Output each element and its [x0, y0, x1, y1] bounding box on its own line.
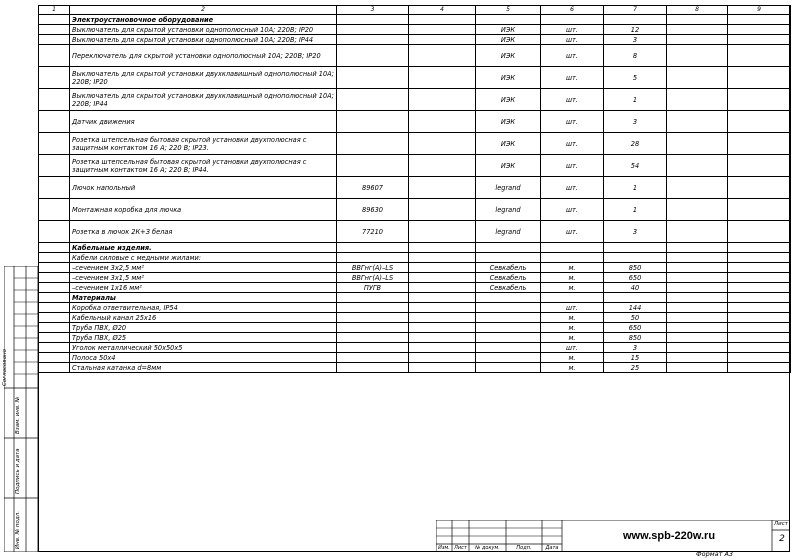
cell-supplier: ИЭК: [476, 45, 541, 67]
cell-empty: [667, 353, 728, 363]
title-block-labels: [436, 545, 562, 551]
cell-unit: м.: [541, 283, 604, 293]
side-label-agreed: Согласовано: [2, 349, 8, 386]
cell-name: Кабельный канал 25х16: [70, 313, 337, 323]
cell-unit: шт.: [541, 303, 604, 313]
table-row: [39, 313, 791, 323]
cell-empty: [39, 263, 70, 273]
cell-empty: [667, 25, 728, 35]
cell-empty: [667, 323, 728, 333]
cell-code: [337, 133, 409, 155]
cell-supplier: ИЭК: [476, 155, 541, 177]
cell-empty: [409, 353, 476, 363]
cell-code: [337, 313, 409, 323]
cell-empty: [409, 243, 476, 253]
cell-empty: [667, 67, 728, 89]
cell-empty: [409, 15, 476, 25]
cell-code: [337, 243, 409, 253]
cell-unit: м.: [541, 273, 604, 283]
cell-qty: 15: [604, 353, 667, 363]
cell-unit: [541, 293, 604, 303]
cell-supplier: Севкабель: [476, 273, 541, 283]
cell-empty: [39, 323, 70, 333]
table-row: [39, 45, 791, 67]
cell-name: Розетка штепсельная бытовая скрытой установки двухполюсная с защитным контактом 16 А; 220 В; IP44.: [70, 155, 337, 177]
cell-empty: [409, 45, 476, 67]
cell-unit: [541, 15, 604, 25]
table-row: [39, 177, 791, 199]
cell-empty: [409, 293, 476, 303]
cell-empty: [39, 221, 70, 243]
table-row: [39, 25, 791, 35]
cell-empty: [409, 89, 476, 111]
cell-empty: [409, 343, 476, 353]
cell-empty: [667, 155, 728, 177]
cell-empty: [667, 35, 728, 45]
cell-empty: [39, 155, 70, 177]
cell-empty: [728, 35, 791, 45]
cell-empty: [728, 253, 791, 263]
cell-qty: [604, 253, 667, 263]
cell-qty: 12: [604, 25, 667, 35]
cell-qty: 144: [604, 303, 667, 313]
cell-supplier: ИЭК: [476, 133, 541, 155]
title-block: [436, 520, 790, 552]
cell-code: 77210: [337, 221, 409, 243]
cell-empty: [409, 133, 476, 155]
cell-unit: м.: [541, 313, 604, 323]
cell-unit: м.: [541, 333, 604, 343]
cell-empty: [667, 303, 728, 313]
cell-empty: [409, 313, 476, 323]
cell-empty: [409, 263, 476, 273]
cell-empty: [667, 363, 728, 373]
cell-qty: 3: [604, 35, 667, 45]
cell-empty: [409, 303, 476, 313]
cell-empty: [39, 363, 70, 373]
column-number: 2: [70, 6, 337, 15]
cell-code: [337, 25, 409, 35]
cell-empty: [667, 243, 728, 253]
cell-qty: 850: [604, 263, 667, 273]
cell-unit: шт.: [541, 45, 604, 67]
cell-qty: 3: [604, 111, 667, 133]
cell-qty: 650: [604, 323, 667, 333]
cell-empty: [39, 15, 70, 25]
cell-unit: [541, 253, 604, 263]
cell-empty: [667, 15, 728, 25]
cell-supplier: [476, 343, 541, 353]
cell-empty: [728, 133, 791, 155]
table-row: [39, 253, 791, 263]
side-label-sign-date: Подпись и дата: [15, 448, 21, 494]
cell-qty: 8: [604, 45, 667, 67]
cell-empty: [39, 45, 70, 67]
cell-qty: 1: [604, 89, 667, 111]
table-row: [39, 293, 791, 303]
cell-code: [337, 45, 409, 67]
cell-empty: [39, 111, 70, 133]
cell-empty: [39, 243, 70, 253]
cell-empty: [39, 253, 70, 263]
cell-qty: [604, 293, 667, 303]
format-label: Формат А3: [696, 550, 734, 558]
table-row: [39, 111, 791, 133]
cell-empty: [728, 303, 791, 313]
column-number: 4: [409, 6, 476, 15]
cell-empty: [39, 343, 70, 353]
cell-unit: м.: [541, 363, 604, 373]
cell-qty: 850: [604, 333, 667, 343]
column-number: 8: [667, 6, 728, 15]
cell-name: Лючок напольный: [70, 177, 337, 199]
table-row: [39, 263, 791, 273]
cell-empty: [39, 35, 70, 45]
cell-empty: [409, 323, 476, 333]
cell-name: Труба ПВХ, Ø20: [70, 323, 337, 333]
cell-unit: шт.: [541, 221, 604, 243]
cell-empty: [667, 333, 728, 343]
cell-empty: [667, 343, 728, 353]
cell-name: Выключатель для скрытой установки однополюсный 10А; 220В; IP44: [70, 35, 337, 45]
cell-name: Розетка в лючок 2К+З белая: [70, 221, 337, 243]
cell-name: Розетка штепсельная бытовая скрытой установки двухполюсная с защитным контактом 16 А; 220 В; IP23.: [70, 133, 337, 155]
table-row: [39, 343, 791, 353]
cell-empty: [728, 353, 791, 363]
cell-qty: 3: [604, 343, 667, 353]
cell-supplier: Севкабель: [476, 263, 541, 273]
column-number: 1: [39, 6, 70, 15]
cell-empty: [667, 253, 728, 263]
cell-name: Полоса 50х4: [70, 353, 337, 363]
cell-empty: [728, 111, 791, 133]
cell-supplier: ИЭК: [476, 89, 541, 111]
column-number-row: [39, 6, 791, 15]
cell-empty: [409, 273, 476, 283]
cell-qty: [604, 243, 667, 253]
table-row: [39, 363, 791, 373]
sheet-number: 2: [779, 534, 785, 544]
cell-empty: [667, 313, 728, 323]
cell-empty: [667, 45, 728, 67]
table-row: [39, 283, 791, 293]
cell-empty: [409, 67, 476, 89]
cell-code: 89630: [337, 199, 409, 221]
cell-code: [337, 67, 409, 89]
cell-name: Выключатель для скрытой установки однополюсный 10А; 220В; IP20: [70, 25, 337, 35]
cell-empty: [728, 177, 791, 199]
cell-unit: шт.: [541, 155, 604, 177]
table-row: [39, 89, 791, 111]
cell-empty: [409, 363, 476, 373]
column-number: 9: [728, 6, 791, 15]
cell-unit: шт.: [541, 177, 604, 199]
cell-empty: [39, 199, 70, 221]
cell-name: –сечением 3х1,5 мм²: [70, 273, 337, 283]
cell-supplier: [476, 323, 541, 333]
cell-qty: 54: [604, 155, 667, 177]
cell-empty: [728, 15, 791, 25]
cell-supplier: [476, 333, 541, 343]
cell-name: Стальная катанка d=8мм: [70, 363, 337, 373]
table-row: [39, 15, 791, 25]
cell-supplier: [476, 293, 541, 303]
cell-empty: [728, 67, 791, 89]
cell-qty: 40: [604, 283, 667, 293]
cell-empty: [667, 293, 728, 303]
cell-empty: [728, 221, 791, 243]
cell-supplier: [476, 303, 541, 313]
cell-name: Монтажная коробка для лючка: [70, 199, 337, 221]
table-row: [39, 199, 791, 221]
cell-supplier: legrand: [476, 177, 541, 199]
cell-qty: 650: [604, 273, 667, 283]
cell-supplier: ИЭК: [476, 111, 541, 133]
label-sheet: Лист: [454, 545, 467, 551]
cell-unit: м.: [541, 353, 604, 363]
cell-qty: [604, 15, 667, 25]
cell-code: 89607: [337, 177, 409, 199]
table-row: [39, 273, 791, 283]
cell-qty: 3: [604, 221, 667, 243]
label-doc-no: № докум.: [475, 545, 500, 551]
side-label-inv-replace: Взам. инв. №: [15, 396, 21, 434]
cell-empty: [39, 67, 70, 89]
cell-empty: [728, 283, 791, 293]
cell-empty: [728, 333, 791, 343]
cell-code: [337, 155, 409, 177]
cell-supplier: [476, 253, 541, 263]
cell-name: Выключатель для скрытой установки двухклавишный однополюсный 10А; 220В; IP20: [70, 67, 337, 89]
cell-name: Переключатель для скрытой установки однополюсный 10А; 220В; IP20: [70, 45, 337, 67]
cell-supplier: ИЭК: [476, 35, 541, 45]
column-number: 5: [476, 6, 541, 15]
cell-supplier: [476, 243, 541, 253]
cell-code: [337, 333, 409, 343]
cell-unit: шт.: [541, 343, 604, 353]
cell-unit: шт.: [541, 25, 604, 35]
sheet-label: Лист: [774, 521, 788, 527]
cell-empty: [409, 25, 476, 35]
cell-empty: [409, 177, 476, 199]
cell-supplier: legrand: [476, 199, 541, 221]
cell-code: ПУГВ: [337, 283, 409, 293]
cell-supplier: ИЭК: [476, 67, 541, 89]
cell-empty: [39, 283, 70, 293]
cell-qty: 50: [604, 313, 667, 323]
label-signature: Подп.: [516, 545, 532, 551]
cell-unit: шт.: [541, 111, 604, 133]
cell-code: [337, 15, 409, 25]
cell-empty: [667, 221, 728, 243]
cell-empty: [667, 273, 728, 283]
cell-empty: [667, 199, 728, 221]
cell-supplier: ИЭК: [476, 25, 541, 35]
cell-code: [337, 35, 409, 45]
cell-empty: [728, 263, 791, 273]
cell-supplier: [476, 363, 541, 373]
cell-empty: [409, 253, 476, 263]
cell-qty: 1: [604, 177, 667, 199]
label-change: Изм.: [438, 545, 450, 551]
cell-code: [337, 111, 409, 133]
side-stamp-box: [4, 266, 38, 552]
cell-qty: 28: [604, 133, 667, 155]
cell-empty: [39, 293, 70, 303]
cell-supplier: Севкабель: [476, 283, 541, 293]
cell-empty: [667, 177, 728, 199]
cell-name: Кабельные изделия.: [70, 243, 337, 253]
cell-empty: [728, 45, 791, 67]
cell-unit: шт.: [541, 133, 604, 155]
side-label-inv-orig: Инв. № подл.: [15, 511, 21, 549]
cell-code: [337, 343, 409, 353]
cell-name: Электроустановочное оборудование: [70, 15, 337, 25]
cell-code: ВВГнг(А)–LS: [337, 263, 409, 273]
cell-qty: 5: [604, 67, 667, 89]
cell-empty: [39, 133, 70, 155]
cell-empty: [409, 333, 476, 343]
column-number: 3: [337, 6, 409, 15]
cell-empty: [39, 177, 70, 199]
cell-empty: [409, 35, 476, 45]
cell-empty: [728, 155, 791, 177]
cell-empty: [728, 273, 791, 283]
cell-unit: шт.: [541, 199, 604, 221]
table-row: [39, 243, 791, 253]
cell-empty: [409, 111, 476, 133]
cell-supplier: legrand: [476, 221, 541, 243]
cell-empty: [39, 313, 70, 323]
cell-qty: 25: [604, 363, 667, 373]
cell-empty: [409, 155, 476, 177]
cell-empty: [667, 133, 728, 155]
cell-code: [337, 253, 409, 263]
cell-name: –сечением 1х16 мм²: [70, 283, 337, 293]
cell-empty: [667, 89, 728, 111]
cell-code: [337, 323, 409, 333]
table-row: [39, 333, 791, 343]
cell-code: [337, 89, 409, 111]
cell-empty: [409, 283, 476, 293]
table-row: [39, 155, 791, 177]
cell-supplier: [476, 313, 541, 323]
cell-code: [337, 303, 409, 313]
cell-name: Коробка ответвительная, IP54: [70, 303, 337, 313]
cell-unit: м.: [541, 323, 604, 333]
cell-code: ВВГнг(А)–LS: [337, 273, 409, 283]
cell-empty: [409, 199, 476, 221]
cell-empty: [728, 363, 791, 373]
cell-empty: [667, 283, 728, 293]
cell-empty: [728, 25, 791, 35]
cell-empty: [39, 273, 70, 283]
cell-name: Труба ПВХ, Ø25: [70, 333, 337, 343]
cell-empty: [39, 89, 70, 111]
cell-name: –сечением 3х2,5 мм²: [70, 263, 337, 273]
cell-unit: шт.: [541, 89, 604, 111]
cell-supplier: [476, 15, 541, 25]
specification-table: [38, 5, 791, 373]
cell-code: [337, 363, 409, 373]
table-row: [39, 353, 791, 363]
cell-empty: [667, 263, 728, 273]
cell-empty: [728, 313, 791, 323]
cell-code: [337, 353, 409, 363]
column-number: 7: [604, 6, 667, 15]
site-url: www.spb-220w.ru: [622, 530, 716, 542]
cell-empty: [667, 111, 728, 133]
table-row: [39, 303, 791, 313]
cell-empty: [728, 243, 791, 253]
label-date: Дата: [545, 545, 559, 551]
cell-empty: [728, 293, 791, 303]
cell-empty: [39, 353, 70, 363]
cell-empty: [409, 221, 476, 243]
cell-empty: [728, 199, 791, 221]
cell-name: Датчик движения: [70, 111, 337, 133]
cell-qty: 1: [604, 199, 667, 221]
cell-name: Материалы: [70, 293, 337, 303]
cell-empty: [39, 333, 70, 343]
cell-empty: [728, 323, 791, 333]
cell-name: Кабели силовые с медными жилами:: [70, 253, 337, 263]
cell-empty: [728, 89, 791, 111]
column-number: 6: [541, 6, 604, 15]
cell-unit: м.: [541, 263, 604, 273]
table-row: [39, 133, 791, 155]
cell-code: [337, 293, 409, 303]
cell-unit: шт.: [541, 35, 604, 45]
table-row: [39, 35, 791, 45]
cell-name: Выключатель для скрытой установки двухклавишный однополюсный 10А; 220В; IP44: [70, 89, 337, 111]
cell-supplier: [476, 353, 541, 363]
table-row: [39, 221, 791, 243]
cell-unit: [541, 243, 604, 253]
cell-name: Уголок металлический 50х50х5: [70, 343, 337, 353]
cell-empty: [39, 303, 70, 313]
cell-empty: [39, 25, 70, 35]
table-row: [39, 323, 791, 333]
table-row: [39, 67, 791, 89]
cell-empty: [728, 343, 791, 353]
cell-unit: шт.: [541, 67, 604, 89]
